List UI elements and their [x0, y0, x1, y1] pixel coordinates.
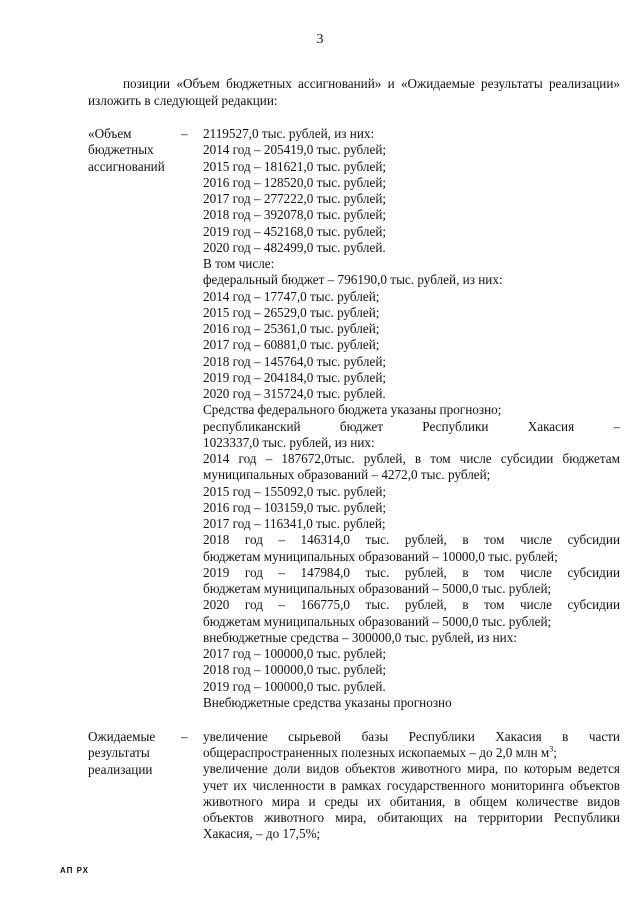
- budget-line: 2014 год – 17747,0 тыс. рублей;: [203, 288, 380, 304]
- budget-line: 2015 год – 155092,0 тыс. рублей;: [203, 483, 387, 499]
- budget-line: республиканский бюджет Республики Хакасия –: [203, 418, 620, 434]
- budget-label-line: «Объем: [88, 126, 132, 141]
- budget-line: 2020 год – 166775,0 тыс. рублей, в том числе субсидии: [203, 597, 620, 613]
- budget-line: муниципальных образований – 4272,0 тыс. рублей;: [203, 467, 491, 483]
- results-item-1-end: ;: [553, 745, 557, 761]
- budget-dash: –: [181, 126, 188, 141]
- budget-line: 2017 год – 100000,0 тыс. рублей;: [203, 646, 387, 661]
- budget-content: [203, 126, 620, 711]
- budget-line: 2018 год – 145764,0 тыс. рублей;: [203, 353, 387, 369]
- budget-line: 2019 год – 100000,0 тыс. рублей.: [203, 678, 386, 694]
- budget-line: 2017 год – 60881,0 тыс. рублей;: [203, 337, 380, 353]
- budget-line: внебюджетные средства – 300000,0 тыс. рублей, из них:: [203, 629, 517, 645]
- budget-line: 2015 год – 181621,0 тыс. рублей;: [203, 158, 387, 174]
- results-dash: –: [181, 729, 188, 744]
- budget-line: федеральный бюджет – 796190,0 тыс. рублей, из них:: [203, 272, 503, 288]
- budget-line: 2015 год – 26529,0 тыс. рублей;: [203, 304, 380, 320]
- budget-line: 2014 год – 205419,0 тыс. рублей;: [203, 142, 387, 158]
- page-number: 3: [316, 32, 324, 47]
- budget-line: 2020 год – 482499,0 тыс. рублей.: [203, 239, 386, 255]
- results-item-2: увеличение доли видов объектов животного мира, по которым ведется учет их численности в рамках государственного мониторинга объектов животного мира и среды их обитания, в общем количестве видов объектов животного мира, обитающих на территории Республики Хакасия, – до 17,5%;: [203, 761, 620, 842]
- budget-line: 2119527,0 тыс. рублей, из них:: [203, 126, 375, 141]
- results-label-line: результаты: [88, 745, 150, 761]
- budget-line: 2019 год – 452168,0 тыс. рублей;: [203, 223, 387, 239]
- budget-line: бюджетам муниципальных образований – 5000,0 тыс. рублей;: [203, 581, 552, 596]
- results-item-1-text: увеличение сырьевой базы Республики Хакасия в части общераспространенных полезных ископаемых – до 2,0 млн м: [203, 729, 620, 761]
- budget-line: бюджетам муниципальных образований – 10000,0 тыс. рублей;: [203, 548, 558, 564]
- budget-label: [88, 126, 168, 175]
- budget-line: бюджетам муниципальных образований – 5000,0 тыс. рублей;: [203, 613, 552, 629]
- results-label: [88, 729, 168, 778]
- results-item-1-superscript: 3: [549, 744, 554, 754]
- budget-line: В том числе:: [203, 256, 275, 271]
- results-content: [203, 729, 620, 842]
- budget-line: 2020 год – 315724,0 тыс. рублей.: [203, 386, 386, 401]
- budget-line: 2019 год – 147984,0 тыс. рублей, в том числе субсидии: [203, 564, 620, 580]
- budget-label-line: ассигнований: [88, 158, 165, 174]
- budget-line: 2017 год – 277222,0 тыс. рублей;: [203, 191, 387, 206]
- budget-line: 1023337,0 тыс. рублей, из них:: [203, 434, 375, 450]
- budget-line: 2016 год – 25361,0 тыс. рублей;: [203, 321, 380, 336]
- budget-label-line: бюджетных: [88, 142, 154, 158]
- budget-line: 2018 год – 100000,0 тыс. рублей;: [203, 662, 387, 678]
- budget-line: 2016 год – 128520,0 тыс. рублей;: [203, 174, 387, 190]
- budget-line: 2018 год – 392078,0 тыс. рублей;: [203, 207, 387, 223]
- budget-line: 2018 год – 146314,0 тыс. рублей, в том числе субсидии: [203, 532, 620, 548]
- budget-line: Внебюджетные средства указаны прогнозно: [203, 694, 452, 710]
- budget-line: 2017 год – 116341,0 тыс. рублей;: [203, 516, 386, 531]
- results-label-line: реализации: [88, 761, 153, 777]
- budget-line: 2016 год – 103159,0 тыс. рублей;: [203, 499, 387, 515]
- budget-line: Средства федерального бюджета указаны прогнозно;: [203, 402, 502, 418]
- intro-paragraph: позиции «Объем бюджетных ассигнований» и «Ожидаемые результаты реализации» изложить в следующей редакции:: [88, 76, 620, 108]
- footer-code: АП РХ: [60, 866, 90, 875]
- budget-line: 2014 год – 187672,0тыс. рублей, в том числе субсидии бюджетам: [203, 451, 620, 466]
- budget-line: 2019 год – 204184,0 тыс. рублей;: [203, 369, 387, 385]
- results-item-1: [203, 729, 620, 761]
- results-label-line: Ожидаемые: [88, 729, 156, 744]
